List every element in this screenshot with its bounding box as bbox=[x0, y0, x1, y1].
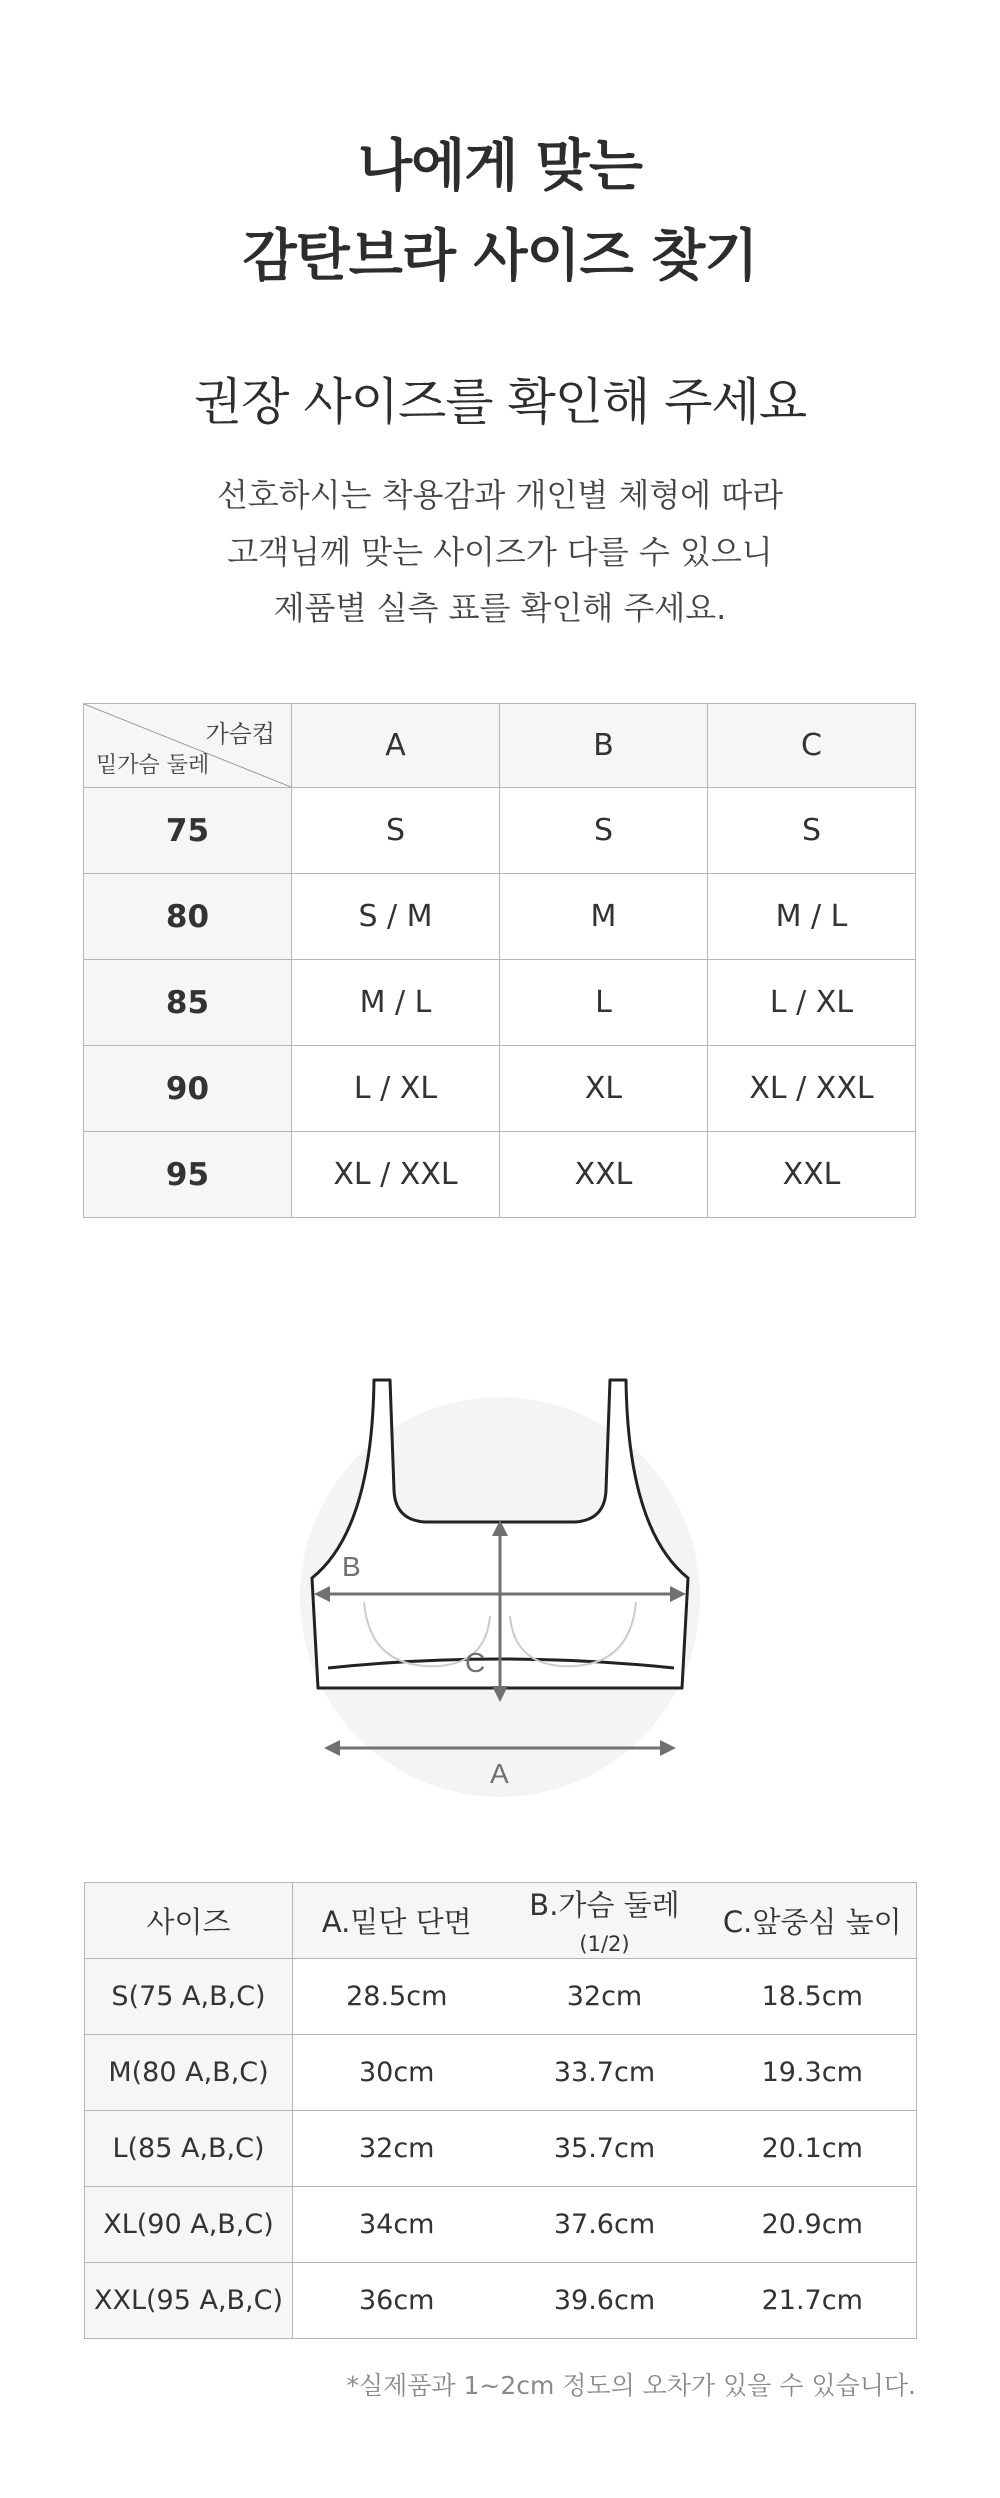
label-b: B bbox=[342, 1551, 361, 1582]
title-line-1: 나에게 맞는 bbox=[358, 134, 642, 199]
height-cell: 19.3cm bbox=[709, 2035, 917, 2111]
size-cell: S bbox=[292, 788, 500, 874]
size-cell: S(75 A,B,C) bbox=[85, 1959, 293, 2035]
header-hem-width: A.밑단 단면 bbox=[293, 1883, 501, 1959]
size-cell: M / L bbox=[708, 874, 916, 960]
band-cell: 95 bbox=[84, 1132, 292, 1218]
hem-cell: 28.5cm bbox=[293, 1959, 501, 2035]
table-row bbox=[85, 2187, 917, 2263]
chest-cell: 39.6cm bbox=[501, 2263, 709, 2339]
chest-cell: 33.7cm bbox=[501, 2035, 709, 2111]
hem-cell: 30cm bbox=[293, 2035, 501, 2111]
size-cell: L / XL bbox=[292, 1046, 500, 1132]
recommended-size-table bbox=[83, 703, 916, 1218]
title-line-2: 감탄브라 사이즈 찾기 bbox=[242, 224, 758, 289]
chest-cell: 35.7cm bbox=[501, 2111, 709, 2187]
size-cell: M bbox=[500, 874, 708, 960]
hem-cell: 36cm bbox=[293, 2263, 501, 2339]
size-cell: L / XL bbox=[708, 960, 916, 1046]
table-row bbox=[85, 2263, 917, 2339]
header-chest bbox=[501, 1883, 709, 1959]
description-line-3: 제품별 실측 표를 확인해 주세요. bbox=[273, 589, 727, 627]
table-row bbox=[84, 874, 916, 960]
table-row bbox=[84, 1132, 916, 1218]
band-cell: 90 bbox=[84, 1046, 292, 1132]
height-cell: 20.9cm bbox=[709, 2187, 917, 2263]
label-c: C bbox=[465, 1647, 486, 1678]
subtitle: 권장 사이즈를 확인해 주세요 bbox=[193, 373, 807, 431]
chest-cell: 37.6cm bbox=[501, 2187, 709, 2263]
size-cell: XXL bbox=[500, 1132, 708, 1218]
description-line-2: 고객님께 맞는 사이즈가 다를 수 있으니 bbox=[227, 533, 773, 571]
corner-label-band: 밑가슴 둘레 bbox=[96, 753, 210, 778]
table-row bbox=[85, 2035, 917, 2111]
table-row bbox=[85, 1959, 917, 2035]
size-cell: M(80 A,B,C) bbox=[85, 2035, 293, 2111]
size-cell: XL bbox=[500, 1046, 708, 1132]
table-row bbox=[84, 1046, 916, 1132]
measurement-table bbox=[84, 1882, 917, 2339]
size-cell: S bbox=[500, 788, 708, 874]
footnote: *실제품과 1~2cm 정도의 오차가 있을 수 있습니다. bbox=[346, 2371, 916, 2400]
header-chest-label: B.가슴 둘레 bbox=[529, 1888, 680, 1922]
size-cell: L bbox=[500, 960, 708, 1046]
corner-label-cup: 가슴컵 bbox=[205, 720, 275, 748]
size-cell: XL(90 A,B,C) bbox=[85, 2187, 293, 2263]
bra-measurement-illustration bbox=[290, 1370, 710, 1810]
size-cell: M / L bbox=[292, 960, 500, 1046]
chest-cell: 32cm bbox=[501, 1959, 709, 2035]
table-header-row bbox=[84, 704, 916, 788]
label-a: A bbox=[490, 1758, 509, 1789]
header-chest-suffix: (1/2) bbox=[579, 1932, 630, 1956]
description-line-1: 선호하시는 착용감과 개인별 체형에 따라 bbox=[216, 476, 784, 514]
hem-cell: 34cm bbox=[293, 2187, 501, 2263]
column-header-b: B bbox=[500, 704, 708, 788]
column-header-a: A bbox=[292, 704, 500, 788]
size-cell: S / M bbox=[292, 874, 500, 960]
header-size: 사이즈 bbox=[85, 1883, 293, 1959]
header-center-height: C.앞중심 높이 bbox=[709, 1883, 917, 1959]
height-cell: 18.5cm bbox=[709, 1959, 917, 2035]
band-cell: 85 bbox=[84, 960, 292, 1046]
size-cell: XL / XXL bbox=[292, 1132, 500, 1218]
table-corner-cell bbox=[84, 704, 292, 788]
size-cell: XL / XXL bbox=[708, 1046, 916, 1132]
table-row bbox=[84, 960, 916, 1046]
height-cell: 21.7cm bbox=[709, 2263, 917, 2339]
hem-cell: 32cm bbox=[293, 2111, 501, 2187]
band-cell: 80 bbox=[84, 874, 292, 960]
table-row bbox=[85, 2111, 917, 2187]
height-cell: 20.1cm bbox=[709, 2111, 917, 2187]
column-header-c: C bbox=[708, 704, 916, 788]
size-cell: XXL(95 A,B,C) bbox=[85, 2263, 293, 2339]
table-row bbox=[84, 788, 916, 874]
band-cell: 75 bbox=[84, 788, 292, 874]
table-header-row bbox=[85, 1883, 917, 1959]
size-cell: S bbox=[708, 788, 916, 874]
size-cell: XXL bbox=[708, 1132, 916, 1218]
size-cell: L(85 A,B,C) bbox=[85, 2111, 293, 2187]
